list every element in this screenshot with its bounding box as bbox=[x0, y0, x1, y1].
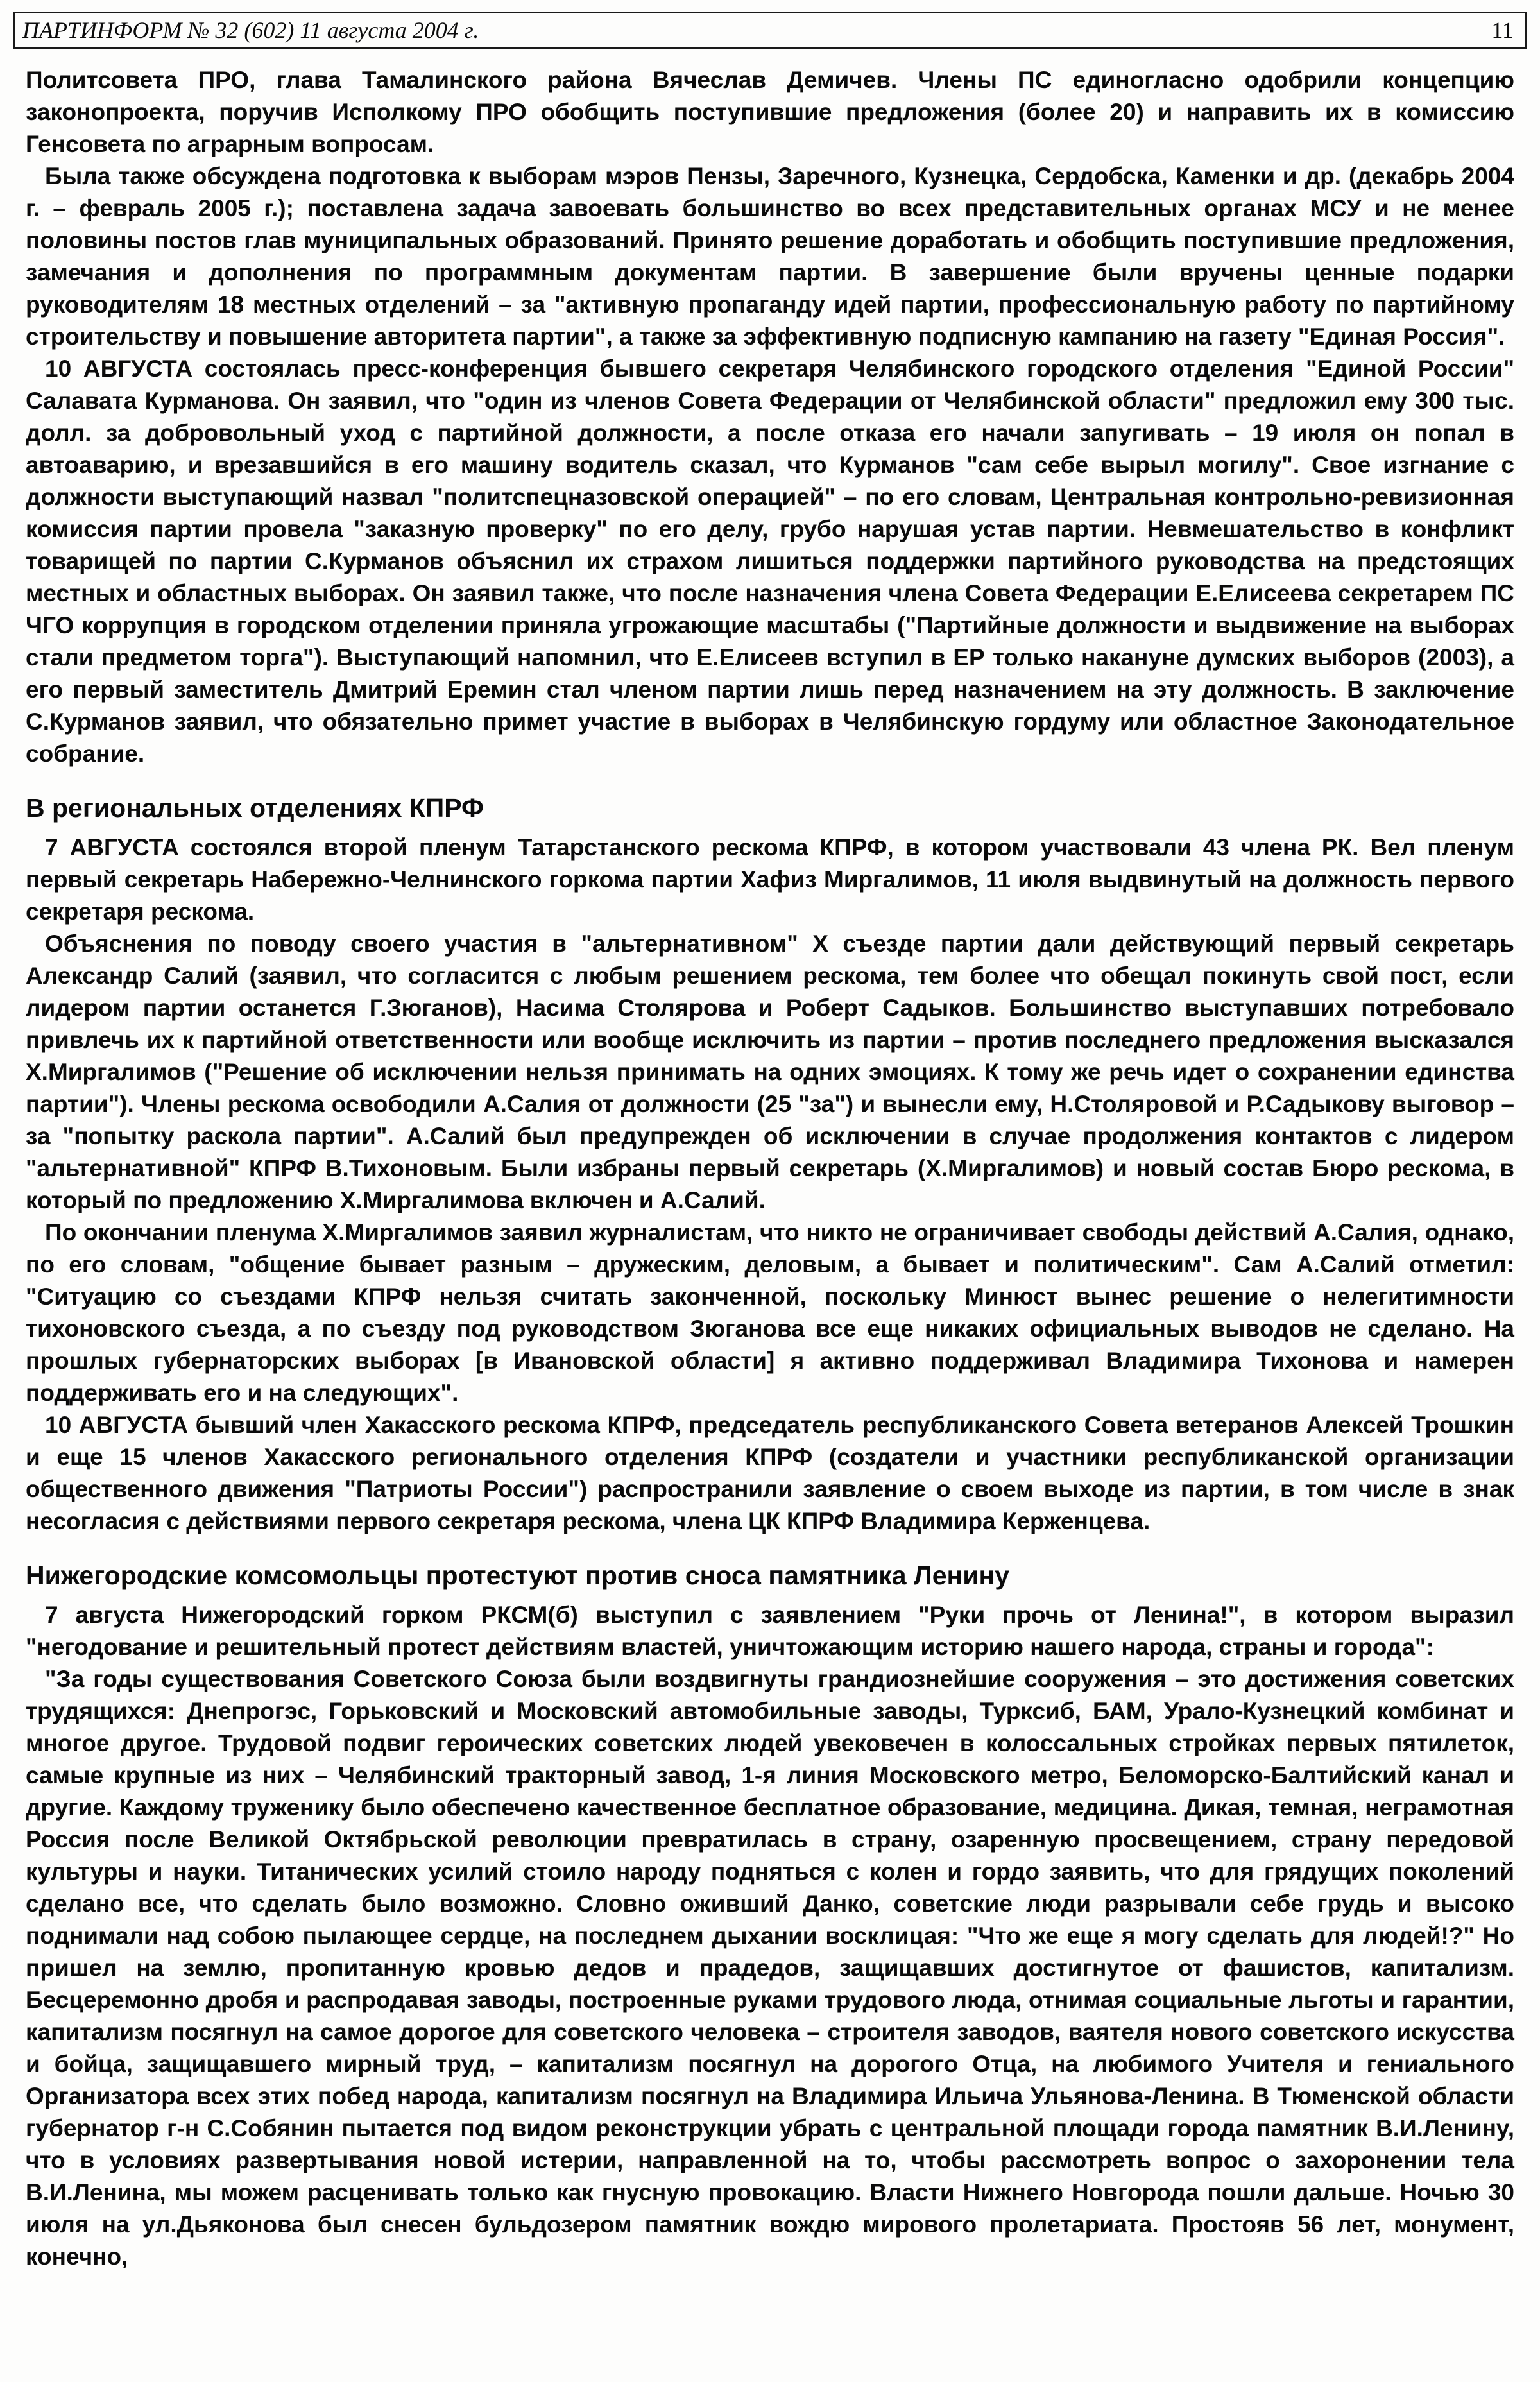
section-heading-komsomol: Нижегородские комсомольцы протестуют против сноса памятника Ленину bbox=[26, 1561, 1010, 1590]
paragraph: 10 АВГУСТА состоялась пресс-конференция бывшего секретаря Челябинского городского отделения "Единой России" Салавата Курманова. Он заявил, что "один из членов Совета Федерации от Челябинской области" предложил ему 300 тыс. долл. за добровольный уход с партийной должности, а после отказа его начали запугивать – 19 июля он попал в автоаварию, и врезавшийся в его машину водитель сказал, что Курманов "сам себе вырыл могилу". Свое изгнание с должности выступающий назвал "политспецназовской операцией" – по его словам, Центральная контрольно-ревизионная комиссия партии провела "заказную проверку" по его делу, грубо нарушая устав партии. Невмешательство в конфликт товарищей по партии С.Курманов объяснил их страхом лишиться поддержки партийного руководства на предстоящих местных и областных выборах. Он заявил также, что после назначения члена Совета Федерации Е.Елисеева секретарем ПС ЧГО коррупция в городском отделении приняла угрожающие масштабы ("Партийные должности и выдвижение на выборах стали предметом торга"). Выступающий напомнил, что Е.Елисеев вступил в ЕР только накануне думских выборов (2003), а его первый заместитель Дмитрий Еремин стал членом партии лишь перед назначением на эту должность. В заключение С.Курманов заявил, что обязательно примет участие в выборах в Челябинскую гордуму или областное Законодательное собрание. bbox=[26, 356, 1514, 767]
paragraph: Была также обсуждена подготовка к выборам мэров Пензы, Заречного, Кузнецка, Сердобска, Каменки и др. (декабрь 2004 г. – февраль 2005 г.); поставлена задача завоевать большинство во всех представительных органах МСУ и не менее половины постов глав муниципальных образований. Принято решение доработать и обобщить поступившие предложения, замечания и дополнения по программным документам партии. В завершение были вручены ценные подарки руководителям 18 местных отделений – за "активную пропаганду идей партии, профессиональную работу по партийному строительству и повышение авторитета партии", а также за эффективную подписную кампанию на газету "Единая Россия". bbox=[26, 163, 1514, 350]
paragraph: По окончании пленума Х.Миргалимов заявил журналистам, что никто не ограничивает свободы действий А.Салия, однако, по его словам, "общение бывает разным – дружеским, деловым, а бывает и политическим". Сам А.Салий отметил: "Ситуацию со съездами КПРФ нельзя считать законченной, поскольку Минюст вынес решение о нелегитимности тихоновского съезда, а по съезду под руководством Зюганова все еще никаких официальных выводов не сделано. На прошлых губернаторских выборах [в Ивановской области] я активно поддерживал Владимира Тихонова и намерен поддерживать его и на следующих". bbox=[26, 1219, 1514, 1406]
page-number: 11 bbox=[1491, 17, 1514, 43]
paragraph: "За годы существования Советского Союза были воздвигнуты грандиознейшие сооружения – это достижения советских трудящихся: Днепрогэс, Горьковский и Московский автомобильные заводы, Турксиб, БАМ, Урало-Кузнецкий комбинат и многое другое. Трудовой подвиг героических советских людей увековечен в колоссальных стройках первых пятилеток, самые крупные из них – Челябинский тракторный завод, 1-я линия Московского метро, Беломорско-Балтийский канал и другие. Каждому труженику было обеспечено качественное бесплатное образование, медицина. Дикая, темная, неграмотная Россия после Великой Октябрьской революции превратилась в страну, озаренную просвещением, страну передовой культуры и науки. Титанических усилий стоило народу подняться с колен и гордо заявить, что для грядущих поколений сделано все, что сделать было возможно. Словно оживший Данко, советские люди разрывали себе грудь и высоко поднимали над собою пылающее сердце, на последнем дыхании восклицая: "Что же еще я могу сделать для людей!?" Но пришел на землю, пропитанную кровью дедов и прадедов, защищавших достигнутое от фашистов, капитализм. Бесцеремонно дробя и распродавая заводы, построенные руками трудового люда, отнимая социальные льготы и гарантии, капитализм посягнул на самое дорогое для советского человека – строителя заводов, ваятеля нового советского искусства и бойца, защищавшего мирный труд, – капитализм посягнул на дорогого Отца, на любимого Учителя и гениального Организатора всех этих побед народа, капитализм посягнул на Владимира Ильича Ульянова-Ленина. В Тюменской области губернатор г-н С.Собянин пытается под видом реконструкции убрать с центральной площади города памятник В.И.Ленину, что в условиях развертывания новой истерии, направленной на то, чтобы рассмотреть вопрос о захоронении тела В.И.Ленина, мы можем расценивать только как гнусную провокацию. Власти Нижнего Новгорода пошли дальше. Ночью 30 июля на ул.Дьяконова был снесен бульдозером памятник вождю мирового пролетариата. Простояв 56 лет, монумент, конечно, bbox=[26, 1666, 1514, 2270]
paragraph: Политсовета ПРО, глава Тамалинского района Вячеслав Демичев. Члены ПС единогласно одобрили концепцию законопроекта, поручив Исполкому ПРО обобщить поступившие предложения (более 20) и направить их в комиссию Генсовета по аграрным вопросам. bbox=[26, 67, 1514, 157]
newsletter-masthead: ПАРТИНФОРМ № 32 (602) 11 августа 2004 г. bbox=[22, 17, 479, 43]
paragraph: Объяснения по поводу своего участия в "альтернативном" X съезде партии дали действующий первый секретарь Александр Салий (заявил, что согласится с любым решением рескома, тем более что обещал покинуть свой пост, если лидером партии останется Г.Зюганов), Насима Столярова и Роберт Садыков. Большинство выступавших потребовало привлечь их к партийной ответственности или вообще исключить из партии – против последнего предложения высказался Х.Миргалимов ("Решение об исключении нельзя принимать на одних эмоциях. К тому же речь идет о сохранении единства партии"). Члены рескома освободили А.Салия от должности (25 "за") и вынесли ему, Н.Столяровой и Р.Садыкову выговор – за "попытку раскола партии". А.Салий был предупрежден об исключении в случае продолжения контактов с лидером "альтернативной" КПРФ В.Тихоновым. Были избраны первый секретарь (Х.Миргалимов) и новый состав Бюро рескома, в который по предложению Х.Миргалимова включен и А.Салий. bbox=[26, 930, 1514, 1213]
page-body bbox=[13, 49, 1527, 2273]
paragraph: 7 августа Нижегородский горком РКСМ(б) выступил с заявлением "Руки прочь от Ленина!", в котором выразил "негодование и решительный протест действиям властей, уничтожающим историю нашего народа, страны и города": bbox=[26, 1602, 1514, 1660]
paragraph: 7 АВГУСТА состоялся второй пленум Татарстанского рескома КПРФ, в котором участвовали 43 члена РК. Вел пленум первый секретарь Набережно-Челнинского горкома партии Хафиз Миргалимов, 11 июля выдвинутый на должность первого секретаря рескома. bbox=[26, 834, 1514, 925]
section-heading-kprf: В региональных отделениях КПРФ bbox=[26, 793, 484, 823]
page-header bbox=[13, 12, 1527, 49]
paragraph: 10 АВГУСТА бывший член Хакасского рескома КПРФ, председатель республиканского Совета ветеранов Алексей Трошкин и еще 15 членов Хакасского регионального отделения КПРФ (создатели и участники республиканской организации общественного движения "Патриоты России") распространили заявление о своем выходе из партии, в том числе в знак несогласия с действиями первого секретаря рескома, члена ЦК КПРФ Владимира Керженцева. bbox=[26, 1412, 1514, 1534]
